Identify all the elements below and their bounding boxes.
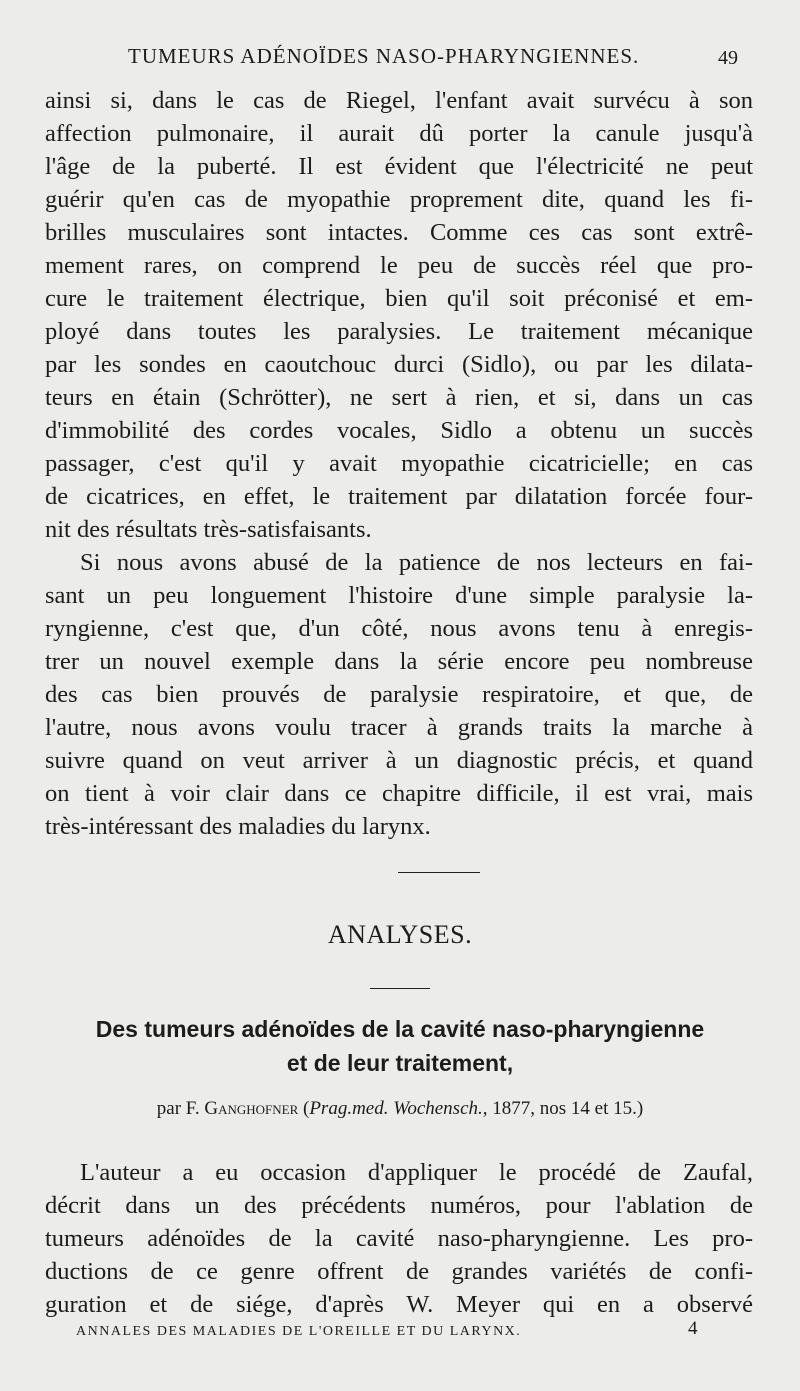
body-line: trer un nouvel exemple dans la série encore peu nombreuse bbox=[45, 648, 753, 675]
heading-underline bbox=[370, 988, 430, 989]
article-line: guration et de siége, d'après W. Meyer qui en a observé bbox=[45, 1291, 753, 1318]
byline-journal: Prag.med. Wochensch. bbox=[309, 1098, 483, 1119]
body-line: ryngienne, c'est que, d'un côté, nous avons tenu à enregis- bbox=[45, 615, 753, 642]
body-line: l'âge de la puberté. Il est évident que l'électricité ne peut bbox=[45, 153, 753, 180]
body-line: d'immobilité des cordes vocales, Sidlo a obtenu un succès bbox=[45, 417, 753, 444]
body-line: ployé dans toutes les paralysies. Le traitement mécanique bbox=[45, 318, 753, 345]
body-line: ainsi si, dans le cas de Riegel, l'enfant avait survécu à son bbox=[45, 87, 753, 114]
body-line: teurs en étain (Schrötter), ne sert à rien, et si, dans un cas bbox=[45, 384, 753, 411]
body-line: mement rares, on comprend le peu de succès réel que pro- bbox=[45, 252, 753, 279]
section-heading: ANALYSES. bbox=[327, 920, 473, 949]
signature-mark: 4 bbox=[688, 1318, 698, 1339]
body-line: Si nous avons abusé de la patience de nos lecteurs en fai- bbox=[80, 549, 753, 576]
body-line: l'autre, nous avons voulu tracer à grands traits la marche à bbox=[45, 714, 753, 741]
byline-open: ( bbox=[298, 1098, 310, 1119]
byline-author: Ganghofner bbox=[204, 1098, 299, 1119]
body-line: nit des résultats très-satisfaisants. bbox=[45, 516, 372, 543]
section-divider bbox=[398, 872, 480, 873]
article-line: décrit dans un des précédents numéros, pour l'ablation de bbox=[45, 1192, 753, 1219]
body-line: affection pulmonaire, il aurait dû porter la canule jusqu'à bbox=[45, 120, 753, 147]
byline bbox=[0, 1094, 800, 1124]
article-line: L'auteur a eu occasion d'appliquer le procédé de Zaufal, bbox=[80, 1159, 753, 1186]
byline-rest: , 1877, nos 14 et 15.) bbox=[482, 1098, 644, 1119]
body-line: des cas bien prouvés de paralysie respiratoire, et que, de bbox=[45, 681, 753, 708]
body-line: brilles musculaires sont intactes. Comme ces cas sont extrê- bbox=[45, 219, 753, 246]
body-line: guérir qu'en cas de myopathie proprement dite, quand les fi- bbox=[45, 186, 753, 213]
page-number: 49 bbox=[718, 47, 738, 69]
body-line: de cicatrices, en effet, le traitement par dilatation forcée four- bbox=[45, 483, 753, 510]
body-line: passager, c'est qu'il y avait myopathie cicatricielle; en cas bbox=[45, 450, 753, 477]
body-line: suivre quand on veut arriver à un diagnostic précis, et quand bbox=[45, 747, 753, 774]
body-line: cure le traitement électrique, bien qu'il soit préconisé et em- bbox=[45, 285, 753, 312]
article-title-line: Des tumeurs adénoïdes de la cavité naso-pharyngienne bbox=[95, 1016, 705, 1042]
running-title: TUMEURS ADÉNOÏDES NASO-PHARYNGIENNES. bbox=[128, 44, 640, 68]
body-line: très-intéressant des maladies du larynx. bbox=[45, 813, 431, 840]
byline-prefix: par F. bbox=[156, 1098, 205, 1119]
body-line: on tient à voir clair dans ce chapitre difficile, il est vrai, mais bbox=[45, 780, 753, 807]
body-line: par les sondes en caoutchouc durci (Sidlo), ou par les dilata- bbox=[45, 351, 753, 378]
article-title-line: et de leur traitement, bbox=[286, 1050, 514, 1076]
footer-journal: ANNALES DES MALADIES DE L'OREILLE ET DU LARYNX. bbox=[76, 1324, 522, 1339]
article-line: tumeurs adénoïdes de la cavité naso-pharyngienne. Les pro- bbox=[45, 1225, 753, 1252]
article-line: ductions de ce genre offrent de grandes variétés de confi- bbox=[45, 1258, 753, 1285]
body-line: sant un peu longuement l'histoire d'une simple paralysie la- bbox=[45, 582, 753, 609]
